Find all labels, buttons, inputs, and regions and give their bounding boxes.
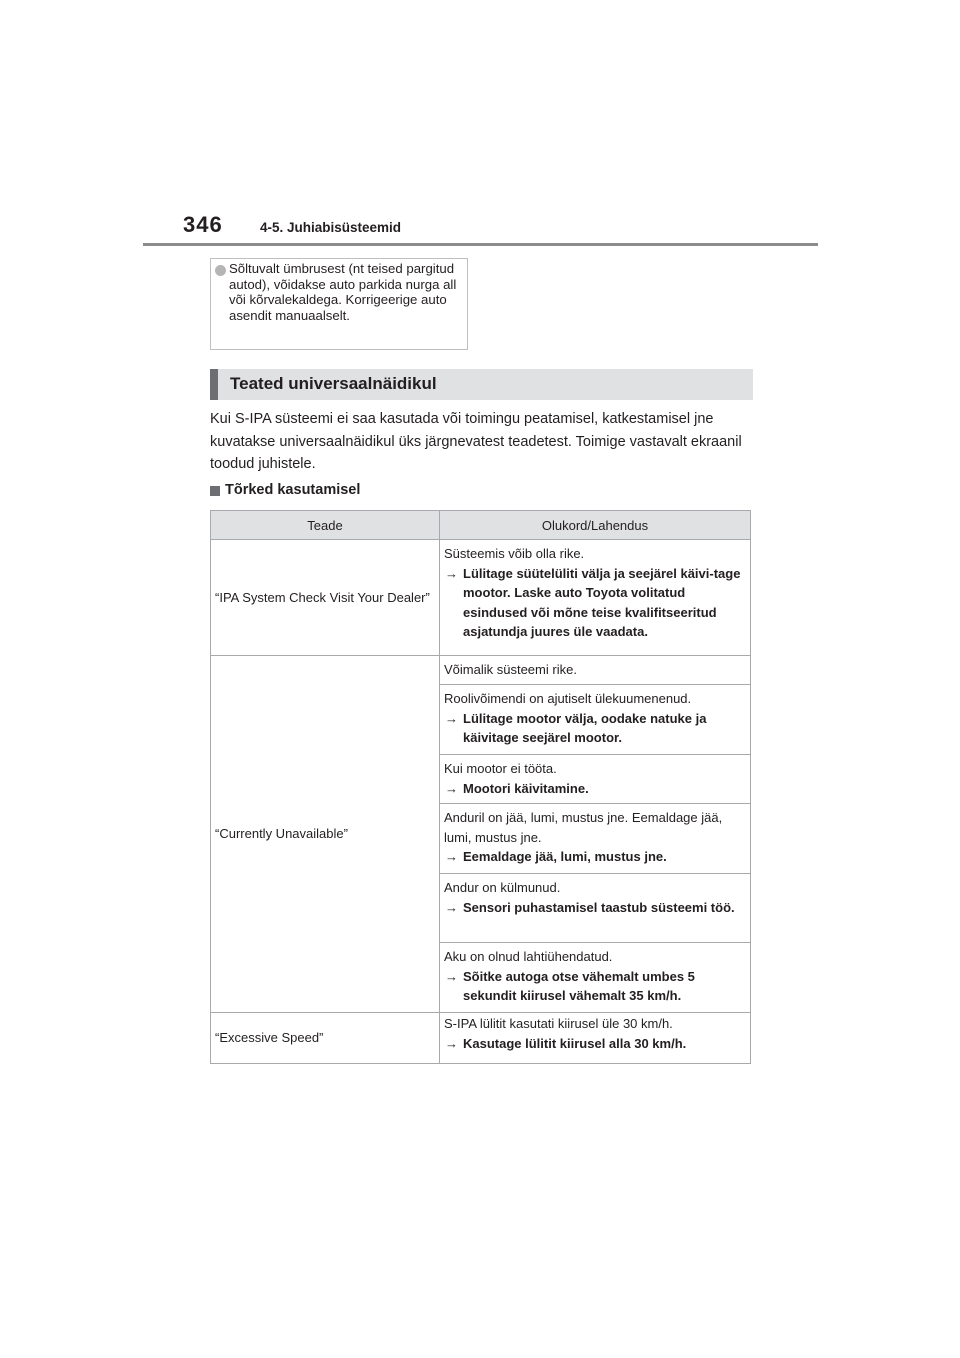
action-text: Lülitage süütelüliti välja ja seejärel käivi-tage mootor. Laske auto Toyota volitatud esindused või mõne teise kvalifitseeritud asjatundja juures üle vaadata. [463, 565, 741, 639]
solution-item [440, 754, 750, 803]
intro-paragraph: Kui S-IPA süsteemi ei saa kasutada või toimingu peatamisel, katkestamisel jne kuvatakse universaalnäidikul üks järgnevatest teadetest. Toimige vastavalt ekraanil toodud juhistele. [210, 411, 742, 472]
heading-bar [210, 369, 753, 400]
arrow-icon: → [445, 1035, 458, 1051]
solution-cell [440, 1013, 751, 1064]
arrow-icon: → [445, 780, 458, 796]
situation-text: Aku on olnud lahtiühendatud. [444, 949, 613, 964]
action-line [444, 967, 744, 1006]
situation-text: Kui mootor ei tööta. [444, 761, 557, 776]
arrow-icon: → [445, 710, 458, 726]
action-line [444, 709, 744, 748]
situation-text: Roolivõimendi on ajutiselt ülekuumenenud. [444, 691, 692, 706]
solution-item [440, 684, 750, 754]
situation-text: Anduril on jää, lumi, mustus jne. Eemaldage jää, lumi, mustus jne. [444, 810, 723, 845]
message-cell: “Excessive Speed” [211, 1013, 440, 1064]
note-text: Sõltuvalt ümbrusest (nt teised pargitud autod), võidakse auto parkida nurga all või kõrvalekaldega. Korrigeerige auto asendit manuaalselt. [229, 261, 457, 323]
table-row [211, 1013, 751, 1064]
solution-item [440, 803, 750, 873]
action-line [444, 1034, 744, 1054]
heading-accent [210, 369, 218, 400]
arrow-icon: → [445, 968, 458, 984]
subheading [210, 482, 360, 498]
action-line [444, 898, 744, 918]
message-cell: “Currently Unavailable” [211, 656, 440, 1013]
solution-item [440, 942, 750, 1012]
action-text: Sensori puhastamisel taastub süsteemi töö. [463, 899, 735, 915]
arrow-icon: → [445, 849, 458, 864]
subheading-text: Tõrked kasutamisel [225, 482, 361, 498]
solution-item [440, 656, 750, 684]
action-line [444, 847, 744, 867]
message-cell: “IPA System Check Visit Your Dealer” [211, 540, 440, 656]
action-text: Mootori käivitamine. [463, 780, 589, 796]
solution-item [440, 873, 750, 942]
page-number: 346 [183, 212, 223, 237]
situation-text: Süsteemis võib olla rike. [444, 546, 585, 561]
solution-item [440, 1013, 750, 1063]
table-row [211, 656, 751, 1013]
situation-text: Andur on külmunud. [444, 880, 561, 895]
messages-table [210, 510, 751, 1064]
action-line [444, 564, 744, 642]
note-box [210, 258, 468, 350]
col-header-message: Teade [211, 511, 440, 540]
heading-text: Teated universaalnäidikul [230, 374, 437, 393]
situation-text: Võimalik süsteemi rike. [444, 662, 577, 677]
action-text: Kasutage lülitit kiirusel alla 30 km/h. [463, 1035, 687, 1051]
situation-text: S-IPA lülitit kasutati kiirusel üle 30 km/h. [444, 1016, 673, 1031]
square-bullet-icon [210, 486, 220, 496]
action-text: Lülitage mootor välja, oodake natuke ja käivitage seejärel mootor. [463, 710, 707, 745]
solution-cell [440, 656, 751, 1013]
table-row [211, 540, 751, 656]
action-text: Sõitke autoga otse vähemalt umbes 5 sekundit kiirusel vähemalt 35 km/h. [463, 968, 695, 1003]
arrow-icon: → [445, 899, 458, 915]
table-header-row [211, 511, 751, 540]
solution-cell [440, 540, 751, 656]
arrow-icon: → [445, 565, 458, 581]
bullet-icon [215, 265, 226, 276]
action-line [444, 779, 744, 799]
section-title: 4-5. Juhiabisüsteemid [260, 220, 402, 235]
col-header-situation: Olukord/Lahendus [440, 511, 751, 540]
action-text: Eemaldage jää, lumi, mustus jne. [463, 849, 667, 864]
solution-item [440, 540, 750, 655]
header-rule [143, 243, 818, 246]
